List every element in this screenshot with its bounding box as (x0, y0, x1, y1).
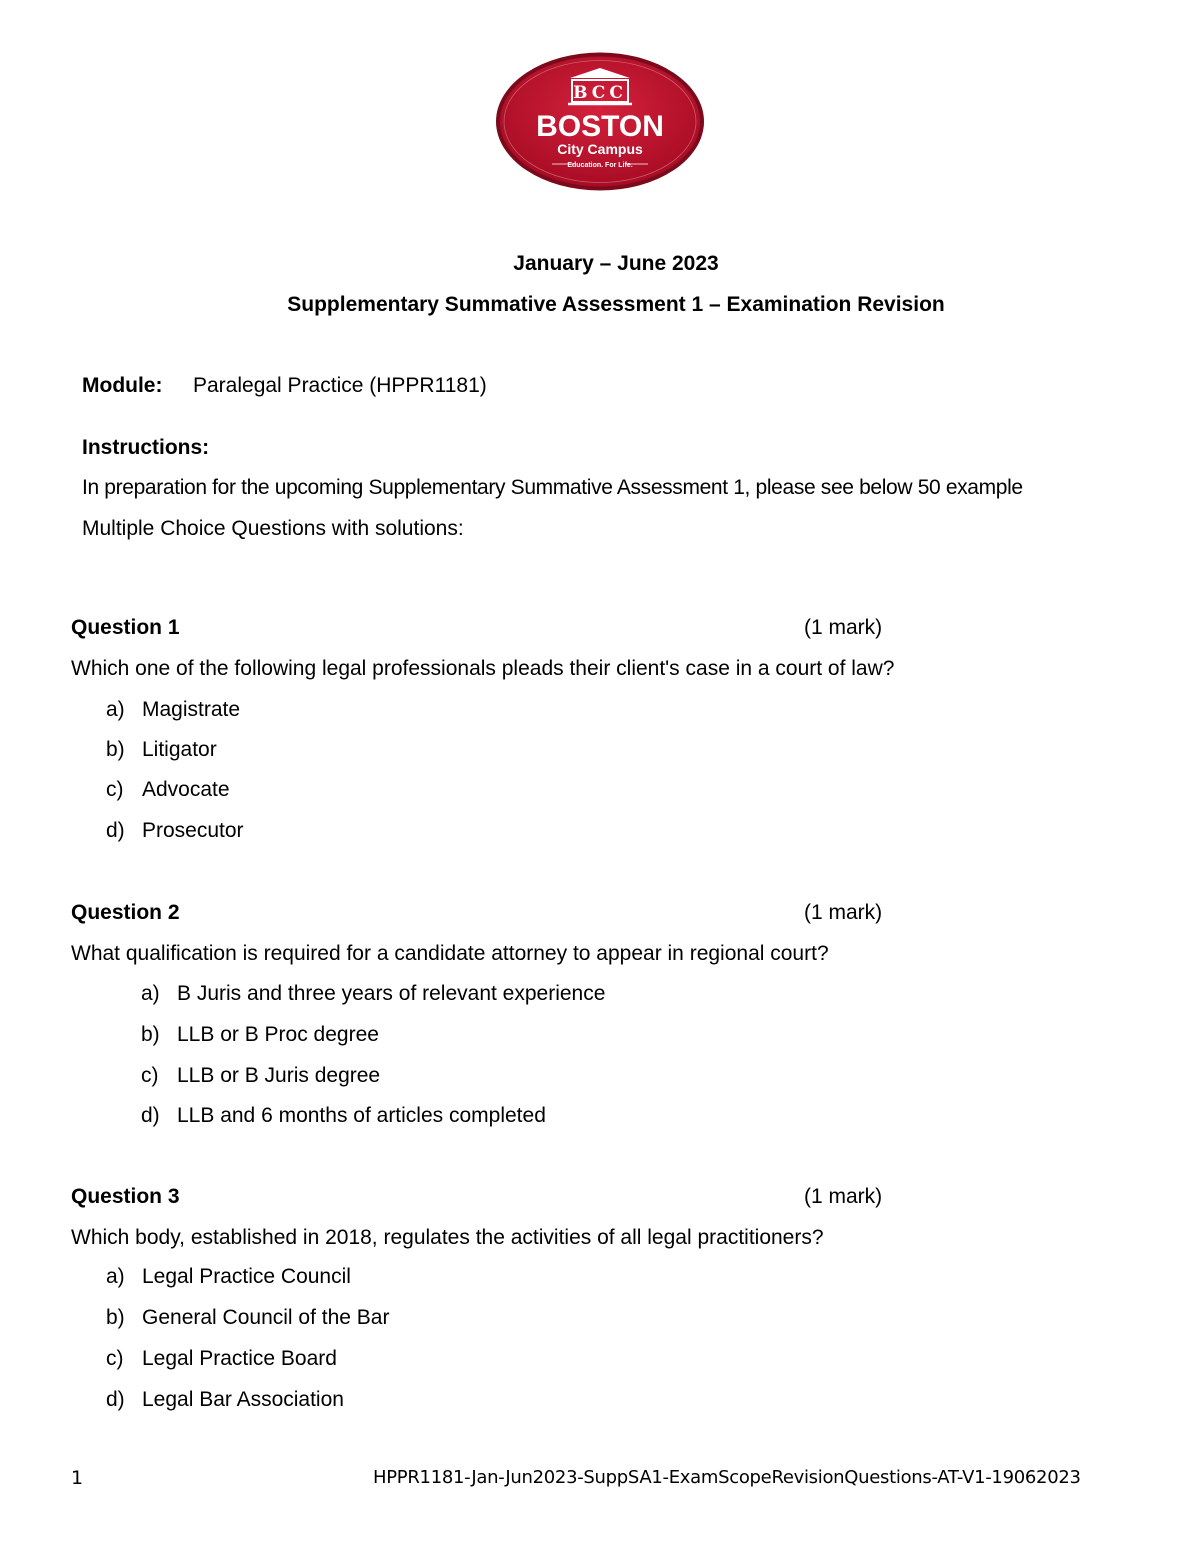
page-number: 1 (71, 1467, 84, 1489)
svg-text:BOSTON: BOSTON (536, 110, 664, 143)
boston-city-campus-logo (494, 50, 706, 193)
option-c: c) Advocate (106, 778, 230, 801)
option-b: b) LLB or B Proc degree (141, 1023, 379, 1046)
module-value: Paralegal Practice (HPPR1181) (193, 374, 487, 397)
question-marks: (1 mark) (804, 616, 883, 639)
svg-text:Education. For Life.: Education. For Life. (567, 162, 633, 169)
assessment-period: January – June 2023 (513, 252, 719, 275)
question-title: Question 1 (71, 616, 180, 639)
option-b: b) Litigator (106, 738, 217, 761)
svg-text:BCC: BCC (573, 83, 627, 103)
option-d: d) LLB and 6 months of articles completed (141, 1104, 546, 1127)
option-a: a) Magistrate (106, 698, 241, 721)
svg-text:City Campus: City Campus (557, 141, 643, 157)
question-title: Question 2 (71, 901, 180, 924)
option-c: c) Legal Practice Board (106, 1347, 337, 1370)
instructions-text-line2: Multiple Choice Questions with solutions: (82, 517, 464, 540)
option-d: d) Prosecutor (106, 819, 244, 842)
question-text: Which one of the following legal professionals pleads their client's case in a court of law? (71, 657, 895, 680)
module-label: Module: (82, 374, 163, 397)
instructions-label: Instructions: (82, 436, 210, 459)
option-c: c) LLB or B Juris degree (141, 1064, 381, 1087)
option-b: b) General Council of the Bar (106, 1306, 390, 1329)
option-d: d) Legal Bar Association (106, 1388, 344, 1411)
option-a: a) Legal Practice Council (106, 1265, 351, 1288)
instructions-text-line1: In preparation for the upcoming Supplementary Summative Assessment 1, please see below 50 example (82, 476, 1023, 499)
question-marks: (1 mark) (804, 901, 883, 924)
question-1 (71, 616, 911, 856)
question-text: What qualification is required for a candidate attorney to appear in regional court? (71, 942, 829, 965)
document-code: HPPR1181-Jan-Jun2023-SuppSA1-ExamScopeRevisionQuestions-AT-V1-19062023 (373, 1467, 1081, 1488)
option-a: a) B Juris and three years of relevant experience (141, 982, 606, 1005)
question-text: Which body, established in 2018, regulates the activities of all legal practitioners? (71, 1226, 824, 1249)
question-title: Question 3 (71, 1185, 180, 1208)
question-3 (71, 1185, 911, 1425)
assessment-title: Supplementary Summative Assessment 1 – Examination Revision (287, 293, 945, 316)
question-2 (71, 901, 911, 1141)
question-marks: (1 mark) (804, 1185, 883, 1208)
